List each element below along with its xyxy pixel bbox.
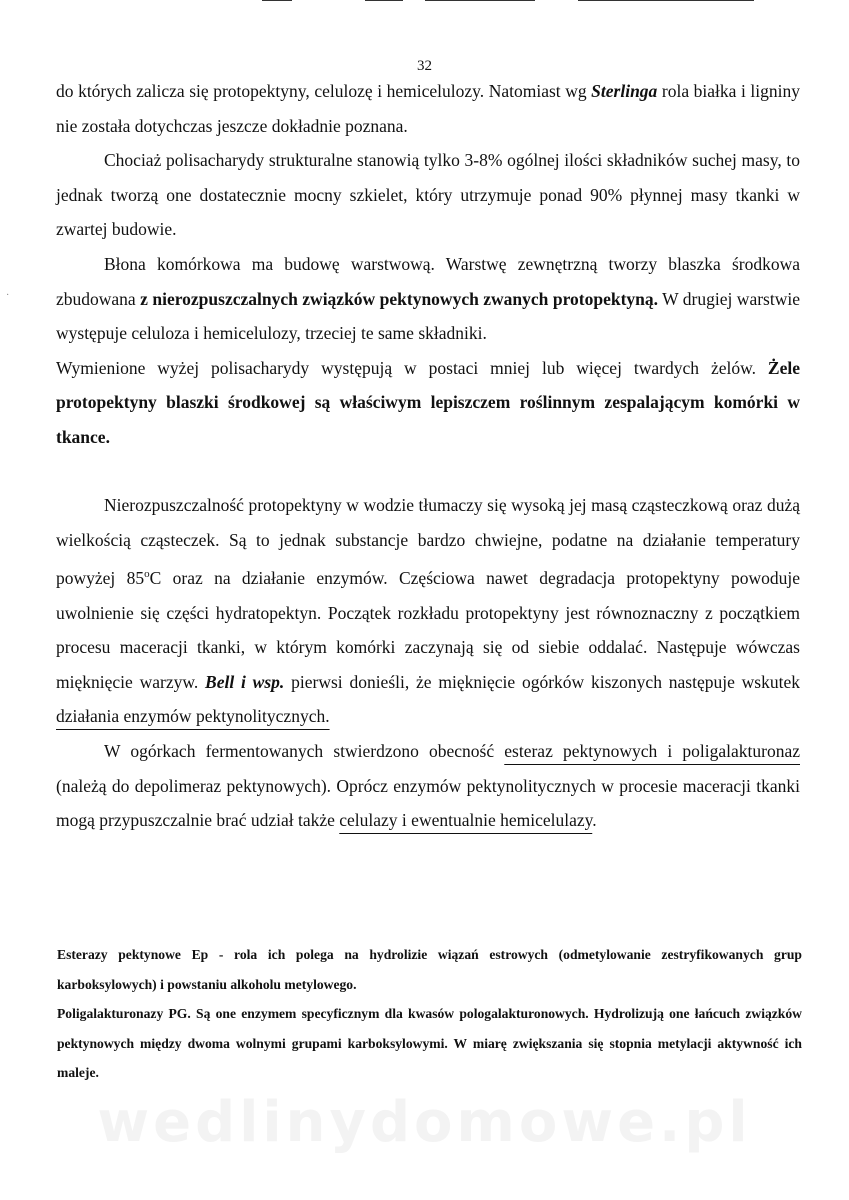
p6-text-e: . <box>592 810 597 831</box>
paragraph-3 <box>56 247 800 351</box>
scan-top-line-4 <box>578 0 754 1</box>
scan-top-line-3 <box>425 0 535 1</box>
note-poligalakturonazy: Poligalakturonazy PG. Są one enzymem specyficznym dla kwasów pologalakturonowych. Hydrolizują one łańcuch związków pektynowych między dwoma wolnymi grupami karboksylowymi. W miarę zwiększania się stopnia metylacji aktywność ich maleje. <box>57 1006 802 1080</box>
p3-text-c: W drugiej warstwie występuje celuloza i hemicelulozy, trzeciej te same składniki. <box>56 288 800 344</box>
p3-text-a: Błona komórkowa ma budowę warstwową. Warstwę zewnętrzną tworzy blaszka środkowa zbudowana <box>56 254 800 309</box>
paragraph-2: Chociaż polisacharydy strukturalne stanowią tylko 3-8% ogólnej ilości składników suchej masy, to jednak tworzą one dostatecznie mocny szkielet, który utrzymuje ponad 90% płynnej masy tkanki w zwartej budowie. <box>56 150 800 240</box>
author-sterling: Sterlinga <box>591 81 658 101</box>
p1-text-c: rola białka i ligniny nie została dotychczas jeszcze dokładnie poznana. <box>56 81 800 136</box>
p6-text-c: (należą do depolimeraz pektynowych). Oprócz enzymów pektynolitycznych w procesie maceracji tkanki mogą przypuszczalnie brać udział także <box>56 775 800 831</box>
p5-text-d: pierwsi donieśli, że mięknięcie ogórków kiszonych następuje wskutek <box>284 671 800 692</box>
paragraph-5 <box>56 488 800 734</box>
footnotes <box>57 940 802 1088</box>
p1-text-a: do których zalicza się protopektyny, celulozę i hemicelulozy. Natomiast wg <box>56 81 592 101</box>
body-text-lower <box>56 488 800 838</box>
note-esterazy: Esterazy pektynowe Ep - rola ich polega na hydrolizie wiązań estrowych (odmetylowanie zestryfikowanych grup karboksylowych) i powstaniu alkoholu metylowego. <box>57 947 802 992</box>
p4-bold: Żele protopektyny blaszki środkowej są właściwym lepiszczem roślinnym zespalającym komórki w tkance. <box>56 357 800 447</box>
watermark: wedlinydomowe.pl <box>97 1090 752 1155</box>
p5-text-a: Nierozpuszczalność protopektyny w wodzie tłumaczy się wysoką jej masą cząsteczkową oraz dużą wielkością cząsteczek. Są to jednak substancje bardzo chwiejne, podatne na działanie temperatury powyżej 85 <box>56 495 800 589</box>
p4-text-a: Wymienione wyżej polisacharydy występują w postaci mniej lub więcej twardych żelów. <box>56 357 768 378</box>
author-bell: Bell i wsp. <box>205 671 285 692</box>
p6-text-a: W ogórkach fermentowanych stwierdzono obecność <box>104 740 505 761</box>
scan-edge-mark: · <box>6 290 10 301</box>
p3-bold: z nierozpuszczalnych związków pektynowych zwanych protopektyną. <box>140 288 659 309</box>
paragraph-6 <box>56 734 800 838</box>
p6-underlined-1: esteraz pektynowych i poligalakturonaz <box>504 740 800 761</box>
degree-sup: o <box>144 568 150 581</box>
page-number: 32 <box>417 58 432 74</box>
paragraph-1 <box>56 74 800 143</box>
scan-top-line-2 <box>365 0 403 1</box>
paragraph-4 <box>56 351 800 455</box>
p5-underlined: działania enzymów pektynolitycznych. <box>56 706 330 727</box>
scan-top-line-1 <box>262 0 292 1</box>
body-text-main <box>56 143 800 247</box>
p5-text-b: C oraz na działanie enzymów. Częściowa nawet degradacja protopektyny powoduje uwolnienie się części hydratopektyn. Początek rozkładu protopektyny jest równoznaczny z początkiem procesu maceracji tkanki, w którym komórki zaczynają się od siebie oddalać. Następuje wówczas mięknięcie warzyw. <box>56 568 800 692</box>
p6-underlined-2: celulazy i ewentualnie hemicelulazy <box>339 810 593 831</box>
body-text-structure <box>56 247 800 455</box>
body-text-top <box>56 74 800 143</box>
